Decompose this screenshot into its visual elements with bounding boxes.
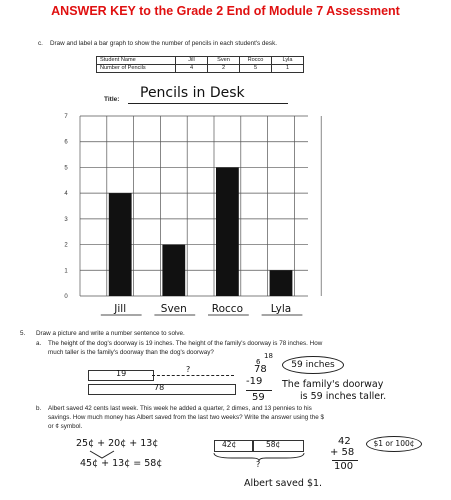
table-cell: 2 (208, 65, 240, 73)
q5b-prompt-line2: savings. How much money has Albert saved from the last two weeks? Write the answer using the $ (48, 414, 325, 421)
subtraction-minus-line: -19 (246, 376, 263, 387)
tape-58-value: 58¢ (266, 440, 281, 449)
y-tick-label: 6 (64, 139, 68, 146)
tape-dog-value: 19 (116, 369, 127, 378)
bar-sven (162, 245, 185, 296)
y-tick-label: 4 (64, 191, 68, 198)
q5a-prompt-line1: The height of the dog's doorway is 19 inches. The height of the family's doorway is 78 inches. How (48, 340, 323, 347)
q5b-work-line1: 25¢ + 20¢ + 13¢ (76, 438, 159, 449)
y-tick-label: 0 (64, 294, 68, 300)
bar-chart (58, 108, 328, 320)
answer-statement-line1: The family's doorway (282, 379, 384, 390)
tape-unknown: ? (186, 365, 191, 374)
bar-lyla (270, 270, 293, 296)
y-tick-label: 2 (64, 242, 68, 249)
graph-title-label: Title: (104, 96, 120, 103)
regroup-tens: 6 (256, 358, 261, 366)
q5b-work-line2: 45¢ + 13¢ = 58¢ (80, 458, 163, 469)
table-row (97, 57, 304, 65)
x-category-label: Rocco (211, 303, 244, 315)
part-c-prompt: Draw and label a bar graph to show the number of pencils in each student's desk. (50, 40, 277, 47)
graph-title-underline (128, 103, 288, 104)
table-cell: Lyla (272, 57, 304, 65)
q5a-label: a. (36, 340, 42, 347)
answer-circled-59-inches: 59 inches (282, 356, 344, 374)
bar-jill (109, 193, 132, 296)
table-cell: 1 (272, 65, 304, 73)
tape-family-value: 78 (154, 383, 165, 392)
bar-rocco (216, 167, 239, 296)
pencil-data-table (96, 56, 304, 73)
y-tick-label: 1 (64, 268, 68, 275)
y-tick-label: 5 (64, 165, 68, 172)
q5-prompt: Draw a picture and write a number sentence to solve. (36, 330, 185, 337)
table-cell: 4 (176, 65, 208, 73)
tape-total-unknown: ? (256, 460, 261, 469)
addition-second: + 58 (330, 447, 355, 458)
graph-title-value: Pencils in Desk (140, 85, 245, 101)
q5b-prompt-line1: Albert saved 42 cents last week. This week he added a quarter, 2 dimes, and 13 pennies to his (48, 405, 312, 412)
q5a-prompt-line2: much taller is the family's doorway than the dog's doorway? (48, 349, 214, 356)
tape-difference-line (152, 375, 234, 376)
addition-top: 42 (338, 436, 351, 447)
answer-statement-line2: is 59 inches taller. (300, 391, 387, 402)
table-cell: Rocco (240, 57, 272, 65)
y-tick-label: 3 (64, 216, 68, 223)
table-row (97, 65, 304, 73)
x-category-label: Lyla (270, 303, 292, 315)
subtraction-top: 78 (254, 364, 267, 375)
subtraction-rule (246, 390, 272, 391)
x-category-label: Jill (114, 303, 127, 315)
table-cell: Jill (176, 57, 208, 65)
table-row-header: Number of Pencils (97, 65, 176, 73)
answer-circled-one-dollar: $1 or 100¢ (366, 436, 422, 452)
q5b-label: b. (36, 405, 42, 412)
q5-number: 5. (20, 330, 26, 337)
x-category-label: Sven (160, 303, 187, 315)
answer-key-title: ANSWER KEY to the Grade 2 End of Module 7 Assessment (51, 4, 400, 18)
addition-result: 100 (334, 461, 354, 472)
subtraction-result: 59 (252, 392, 265, 403)
regroup-ones: 18 (264, 352, 273, 360)
table-cell: 5 (240, 65, 272, 73)
tape-42-value: 42¢ (222, 440, 237, 449)
table-cell: Sven (208, 57, 240, 65)
part-c-label: c. (38, 40, 43, 47)
table-row-header: Student Name (97, 57, 176, 65)
final-answer-statement: Albert saved $1. (244, 478, 323, 489)
q5b-prompt-line3: or ¢ symbol. (48, 423, 83, 430)
y-tick-label: 7 (64, 114, 68, 120)
